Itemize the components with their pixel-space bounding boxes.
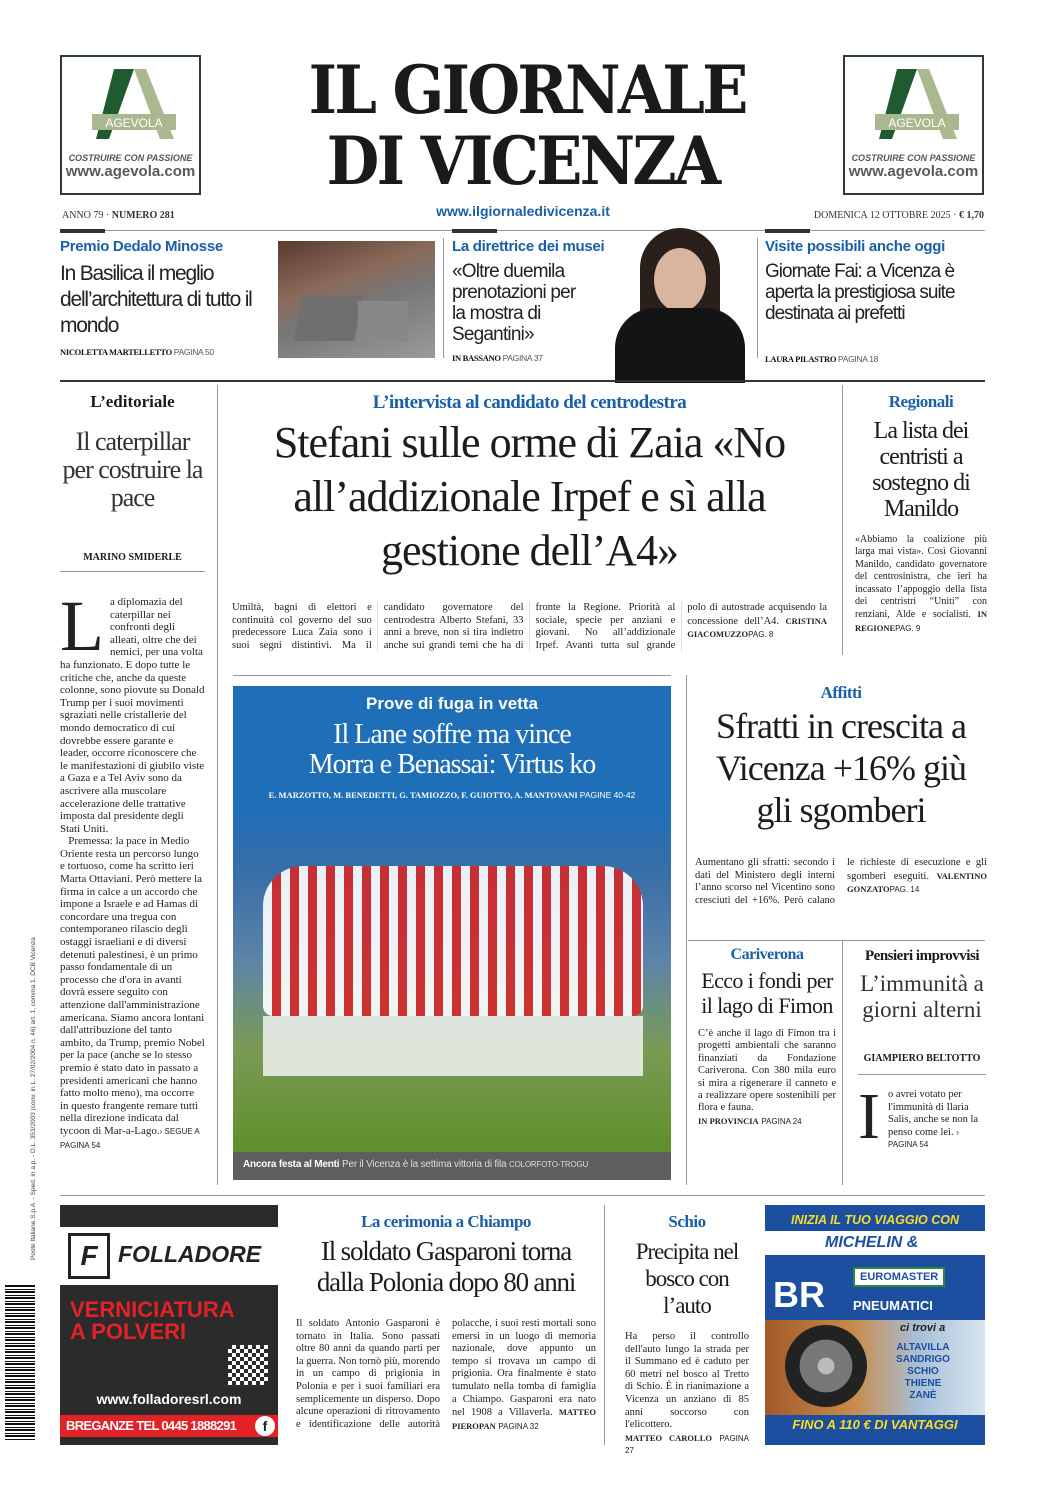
headline: L’immunità a giorni alterni [860, 971, 984, 1022]
kicker: Affitti [820, 683, 862, 702]
editorial[interactable] [60, 392, 205, 1152]
story-text: Aumentano gli sfratti: secondo i dati del Ministero degli interni l’anno scorso nel Vicentino sono cresciuti del +16%. Però calano le richieste di esecuzione e gli sgomberi eseguiti. [695, 857, 987, 906]
agevola-tagline: COSTRUIRE CON PASSIONE [68, 153, 193, 163]
ad-slogan-2: A POLVERI [70, 1319, 187, 1344]
photo-caption: Ancora festa al Menti Per il Vicenza è la settima vittoria di fila COLORFOTO-TROGU [233, 1152, 671, 1180]
facebook-icon: f [255, 1416, 275, 1436]
headline: Giornate Fai: a Vicenza è aperta la prestigiosa suite destinata ai prefetti [765, 261, 955, 324]
barcode [5, 1285, 35, 1440]
ad-intro: ci trovi a [900, 1322, 946, 1334]
chiampo-story[interactable]: La cerimonia a Chiampo Il soldato Gasparoni torna dalla Polonia dopo 80 anni Il soldato Antonio Gasparoni è tornato in Italia. Sono passati oltre 80 anni da quando partì per la guerra. Non tornò più, morendo in un campo di prigionia in Polonia e per i suoi familiari era semplicemente un disperso. Dopo alcune operazioni di ritrovamento e identificazione delle autorità polacche, i suoi resti mortali sono emersi in un luogo di memoria nazionale, dove appunto un tempo si trovava un campo di prigionia. Ora finalmente è stato tumulato nella tomba di famiglia a Chiampo. Gasparoni era nato nel 1908 a Villaverla. MATTEO PIEROPAN PAGINA 32 [296, 1212, 596, 1431]
kicker: Visite possibili anche oggi [765, 238, 946, 255]
affitti-story[interactable]: Affitti Sfratti in crescita a Vicenza +16% giù gli sgomberi Aumentano gli sfratti: secondo i dati del Ministero degli interni l’anno scorso nel Vicentino sono cresciuti del +16%. Però calano le richieste di esecuzione e gli sgomberi eseguiti. VALENTINO GONZATOPAG. 14 [695, 683, 987, 906]
ad-brand: MICHELIN & [765, 1231, 985, 1255]
schio-story[interactable]: Schio Precipita nel bosco con l’auto Ha perso il controllo dell'auto lungo la strada per il Summano ed è caduto per 60 metri nel bosco al Tretto di Schio. È in rianimazione a Vicenza un anziano di 85 anni soccorso con l'elicottero. MATTEO CAROLLO PAGINA 27 [625, 1212, 749, 1456]
agevola-ad-left[interactable] [60, 55, 201, 195]
byline: NICOLETTA MARTELLETTO PAGINA 50 [60, 347, 214, 357]
author: GIAMPIERO BELTOTTO [858, 1053, 986, 1075]
ad-line-1: INIZIA IL TUO VIAGGIO CON [790, 1213, 960, 1227]
agevola-ad-right[interactable] [843, 55, 984, 195]
agevola-url: www.agevola.com [65, 163, 196, 180]
br-logo: BR [773, 1274, 825, 1315]
editorial-author: MARINO SMIDERLE [60, 552, 205, 572]
ad-slogan-1: VERNICIATURA [70, 1297, 235, 1322]
regionali-story[interactable]: Regionali La lista dei centristi a sostegno di Manildo «Abbiamo la coalizione più larga mai vista». Così Giovanni Manildo, candidato governatore del centrosinistra, che ieri ha incassato l’appoggio della lista dei centristri “Uniti” con renziani, Alde e socialisti. IN REGIONEPAG. 9 [855, 392, 987, 633]
issue-info: ANNO 79 · NUMERO 281 [62, 210, 175, 221]
agevola-logo-icon [867, 69, 962, 139]
kicker: Prove di fuga in vetta [366, 694, 538, 713]
story-text: o avrei votato per l'immunità di Ilaria Salis, anche se non la penso come lei. [887, 1089, 979, 1138]
director-portrait [610, 228, 750, 383]
editorial-text: a diplomazia del caterpillar nei confronti degli alleati, oltre che dei nemici, per una volta ha funzionato. E dopo tutte le critiche che, anche da queste colonne, sono piovute su Donald Trump per i suoi movimenti sgraziati nelle cristallerie del mondo democratico di cui dovrebbe essere garante e leader, occorre riconoscere che le manifestazioni di giubilo viste a Gaza e a Tel Aviv sono da ascrivere alla muscolare accelerazione delle trattative imposta dal presidente degli Stati Uniti. [60, 596, 205, 835]
editorial-text-2: Premessa: la pace in Medio Oriente resta un percorso lungo e tortuoso, come ha scritto ieri Marta Ottaviani. Però mettere la firma in calce a un accordo che impone a Israele e ad Hamas di concordare una tregua con contemporaneo rilascio degli ostaggi israeliani e di diversi detenuti palestinesi, è un primo passo fondamentale di un processo che d'ora in avanti dovrà essere seguito con attenzione dall'amministrazione americana. Siamo ancora lontani dall'attribuzione del tanto ambito, da Trump, premio Nobel per la pace (anche se lo stesso premio è stato dato in passato a presidenti americani che hanno fatto molto meno), ma occorre in questo frangente remare tutti nella direzione indicata dal tycoon di Mar-a-Lago. [60, 835, 205, 1137]
headline: «Oltre duemila prenotazioni per la mostra di Segantini» [452, 261, 576, 345]
masthead-line1: IL GIORNALE [308, 51, 746, 129]
website-link[interactable]: www.ilgiornaledivicenza.it [436, 203, 610, 219]
dropcap: L [60, 586, 104, 666]
story-text: «Abbiamo la coalizione più larga mai vista». Così Giovanni Manildo, candidato governatore del centrosinistra, che ieri ha incassato l’appoggio della lista dei centristri “Uniti” con renziani, Alde e socialisti. [855, 534, 987, 621]
headline-2: Morra e Benassai: Virtus ko [308, 749, 596, 780]
story-text: Il soldato Antonio Gasparoni è tornato in Italia. Sono passati oltre 80 anni da quando partì per la guerra. Non tornò più, morendo in un campo di prigionia in Polonia e per i suoi familiari era semplicemente un disperso. Dopo alcune operazioni di ritrovamento e identificazione delle autorità polacche, i suoi resti mortali sono emersi in un luogo di memoria nazionale, dove appunto un tempo si trovava un campo di prigionia. Ora finalmente è stato tumulato nella tomba di famiglia a Chiampo. Gasparoni era nato nel 1908 a Villaverla. [296, 1318, 596, 1430]
ad-url: www.folladoresrl.com [96, 1391, 242, 1407]
kicker: L’intervista al candidato del centrodestra [372, 392, 687, 413]
svg-text:AGEVOLA: AGEVOLA [888, 116, 946, 130]
kicker: Pensieri improvvisi [865, 948, 979, 964]
teaser-fai[interactable] [765, 238, 987, 364]
byline: LAURA PILASTRO PAGINA 18 [765, 354, 879, 364]
headline: Ecco i fondi per il lago di Fimon [701, 968, 833, 1018]
agevola-url: www.agevola.com [848, 163, 979, 180]
kicker: Regionali [888, 392, 954, 411]
section-label: L’editoriale [90, 392, 175, 411]
headline: In Basilica il meglio dell’architettura di tutto il mondo [60, 262, 252, 337]
folladore-logo-icon: F [68, 1233, 110, 1279]
kicker: Cariverona [730, 946, 804, 963]
agevola-logo-icon [84, 69, 179, 139]
ad-offer: FINO A 110 € DI VANTAGGI [792, 1417, 958, 1432]
dropcap: I [858, 1080, 880, 1153]
qr-code-icon [228, 1345, 268, 1385]
lead-headline: Stefani sulle orme di Zaia «No all’addizionale Irpef e sì alla gestione dell’A4» [273, 418, 786, 575]
headline: Il soldato Gasparoni torna dalla Polonia dopo 80 anni [316, 1236, 576, 1297]
kicker: Premio Dedalo Minosse [60, 238, 223, 255]
basilica-photo [278, 241, 435, 358]
folladore-ad[interactable] [60, 1205, 278, 1445]
ad-locations: ALTAVILLA SANDRIGO SCHIO THIENE ZANÈ [896, 1342, 950, 1401]
lead-text: Umiltà, bagni di elettori e continuità col governo del suo predecessore Luca Zaia sono i suoi segni distintivi. Ma il candidato governatore del centrodestra Alberto Stefani, 33 anni a breve, non si tira indietro anche sui grandi temi che ha di fronte la Regione. Priorità al sociale, specie per anziani e giovani. No all’addizionale Irpef. Avanti tutta sul grande polo di autostrade acquisendo la concessione dell’A4. CRISTINA GIACOMUZZOPAG. 8 [232, 602, 828, 651]
ad-logo-2: PNEUMATICI [853, 1298, 933, 1313]
sport-byline: E. MARZOTTO, M. BENEDETTI, G. TAMIOZZO, F. GUIOTTO, A. MANTOVANI PAGINE 40-42 [268, 790, 636, 800]
headline: La lista dei centristi a sostegno di Manildo [872, 418, 970, 522]
headline: Precipita nel bosco con l’auto [635, 1239, 739, 1318]
editorial-title: Il caterpillar per costruire la pace [62, 427, 203, 512]
continue-link[interactable]: › SEGUE A PAGINA 54 [60, 1126, 200, 1150]
postal-notice: Poste Italiane S.p.A. - Sped. in a.p. - D.L. 353/2003 (conv. in L. 27/02/2004 n. 46) art. 1, comma 1, DCB Vicenza [30, 937, 37, 1260]
lead-story[interactable] [222, 392, 837, 652]
teaser-segantini[interactable] [452, 238, 617, 363]
michelin-ad[interactable] [765, 1205, 985, 1445]
masthead-line2: DI VICENZA [326, 122, 719, 200]
cariverona-story[interactable]: Cariverona Ecco i fondi per il lago di Fimon C’è anche il lago di Fimon tra i progetti ambientali che saranno finanziati da Fondazione Cariverona. Con 380 mila euro si mira a rigenerare il canneto e a realizzare opere sostenibili per flora e fauna. IN PROVINCIA PAGINA 24 [698, 946, 836, 1126]
svg-text:AGEVOLA: AGEVOLA [105, 116, 163, 130]
team-photo [233, 806, 671, 1152]
byline: IN BASSANO PAGINA 37 [452, 353, 543, 363]
ad-phone: BREGANZE TEL 0445 1888291 [66, 1418, 237, 1433]
teaser-dedalo[interactable] [60, 238, 274, 357]
kicker: La cerimonia a Chiampo [361, 1212, 531, 1231]
ad-brand: FOLLADORE [118, 1241, 262, 1267]
headline-1: Il Lane soffre ma vince [333, 719, 571, 750]
agevola-tagline: COSTRUIRE CON PASSIONE [851, 153, 976, 163]
pensieri-column[interactable]: Pensieri improvvisi L’immunità a giorni alterni GIAMPIERO BELTOTTO Io avrei votato per l'immunità di Ilaria Salis, anche se non la penso come lei. › PAGINA 54 [858, 948, 986, 1152]
date-price: DOMENICA 12 OTTOBRE 2025 · € 1,70 [813, 210, 984, 221]
kicker: La direttrice dei musei [452, 238, 605, 255]
headline: Sfratti in crescita a Vicenza +16% giù gli sgomberi [715, 706, 967, 830]
story-text: C’è anche il lago di Fimon tra i progetti ambientali che saranno finanziati da Fondazione Cariverona. Con 380 mila euro si mira a rigenerare il canneto e a realizzare opere sostenibili per flora e fauna. [698, 1028, 836, 1114]
ad-partner: EUROMASTER [853, 1267, 945, 1287]
story-text: Ha perso il controllo dell'auto lungo la strada per il Summano ed è caduto per 60 metri nel bosco al Tretto di Schio. È in rianimazione a Vicenza un anziano di 85 anni soccorso con l'elicottero. [625, 1331, 749, 1431]
tire-icon [785, 1325, 867, 1407]
sport-feature[interactable] [233, 686, 671, 1152]
kicker: Schio [668, 1212, 706, 1231]
